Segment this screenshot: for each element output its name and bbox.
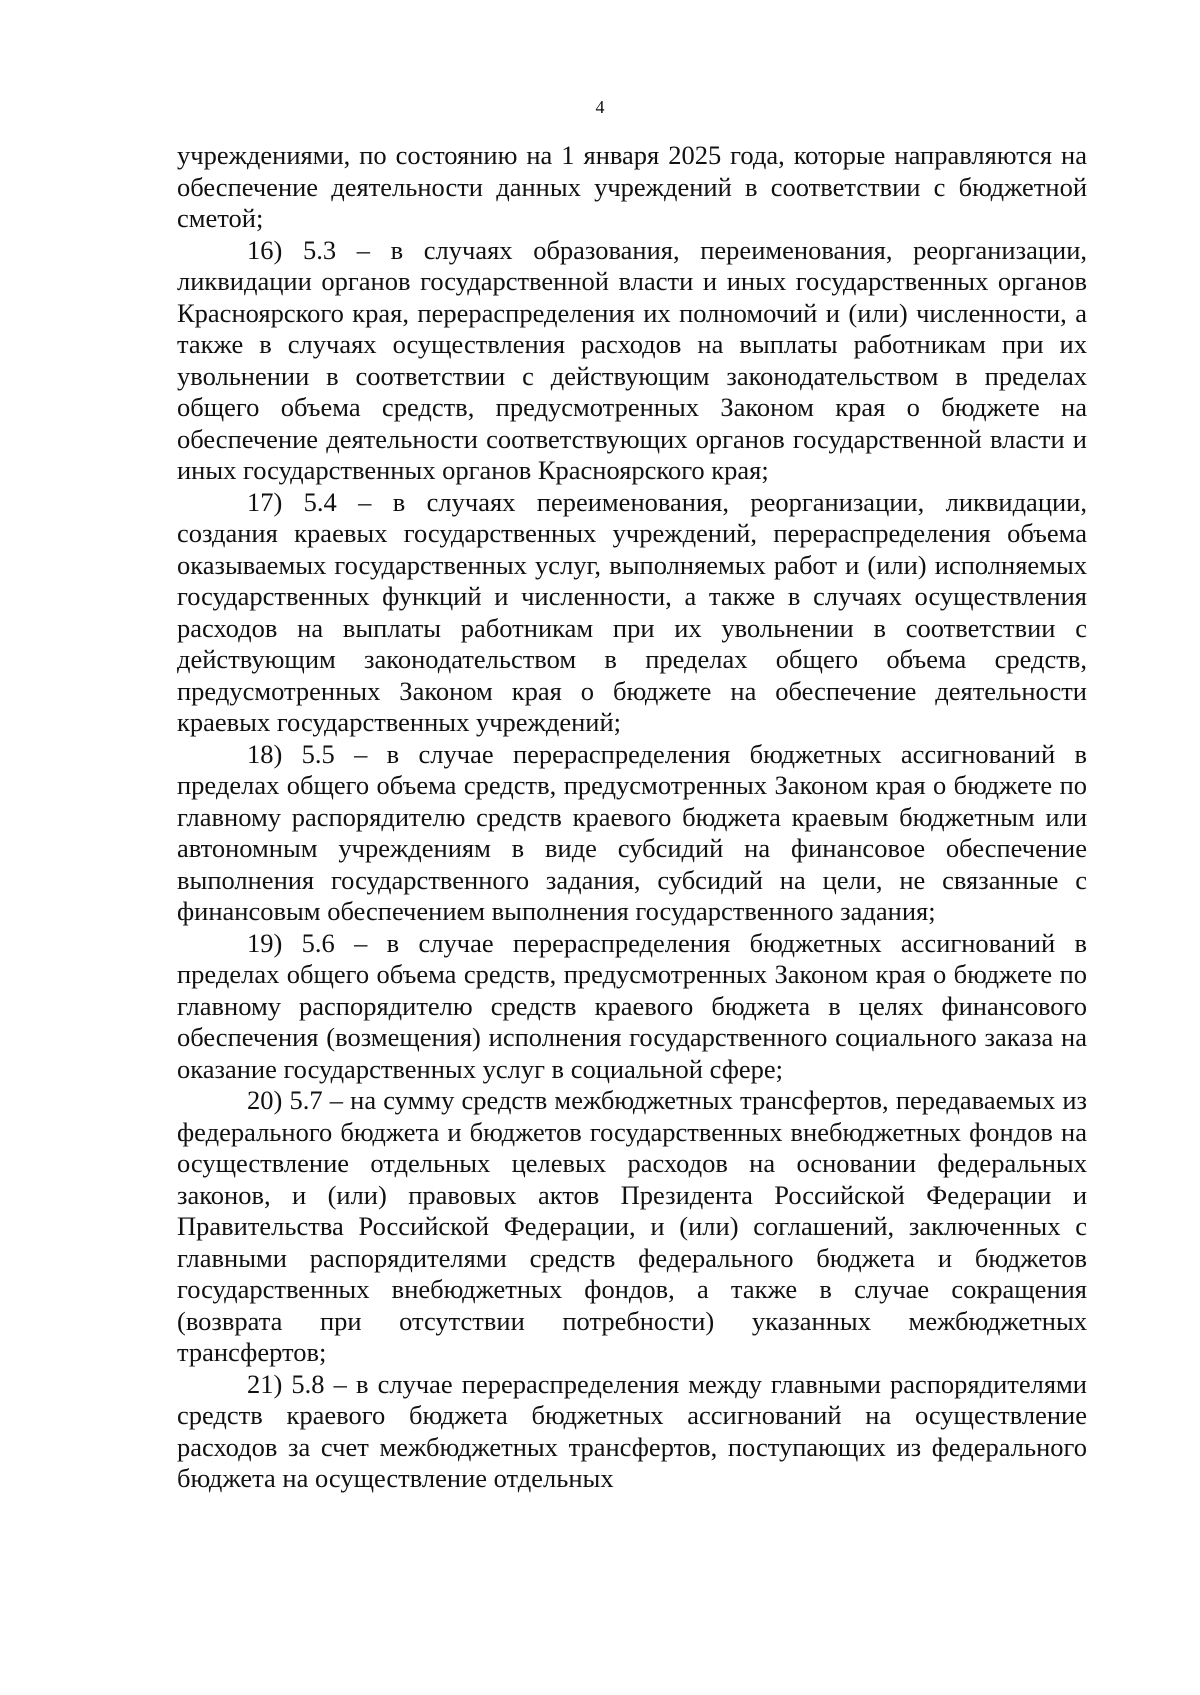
paragraph-item-20: 20) 5.7 – на сумму средств межбюджетных трансфертов, передаваемых из федерального бюджета и бюджетов государственных внебюджетных фондов на осуществление отдельных целевых расходов на основании федеральных законов, и (или) правовых актов Президента Российской Федерации и Правительства Российской Федерации, и (или) соглашений, заключенных с главными распорядителями средств федерального бюджета и бюджетов государственных внебюджетных фондов, а также в случае сокращения (возврата при отсутствии потребности) указанных межбюджетных трансфертов; — [177, 1085, 1087, 1367]
paragraph-item-21: 21) 5.8 – в случае перераспределения между главными распорядителями средств краевого бюджета бюджетных ассигнований на осуществление расходов за счет межбюджетных трансфертов, поступающих из федерального бюджета на осуществление отдельных — [177, 1368, 1087, 1493]
page-number: 4 — [595, 97, 605, 117]
paragraph-item-16: 16) 5.3 – в случаях образования, переименования, реорганизации, ликвидации органов государственной власти и иных государственных органов Красноярского края, перераспределения их полномочий и (или) численности, а также в случаях осуществления расходов на выплаты работникам при их увольнении в соответствии с действующим законодательством в пределах общего объема средств, предусмотренных Законом края о бюджете на обеспечение деятельности соответствующих органов государственной власти и иных государственных органов Красноярского края; — [177, 234, 1087, 485]
paragraph-item-17: 17) 5.4 – в случаях переименования, реорганизации, ликвидации, создания краевых государственных учреждений, перераспределения объема оказываемых государственных услуг, выполняемых работ и (или) исполняемых государственных функций и численности, а также в случаях осуществления расходов на выплаты работникам при их увольнении в соответствии с действующим законодательством в пределах общего объема средств, предусмотренных Законом края о бюджете на обеспечение деятельности краевых государственных учреждений; — [177, 486, 1087, 737]
paragraph-item-19: 19) 5.6 – в случае перераспределения бюджетных ассигнований в пределах общего объема средств, предусмотренных Законом края о бюджете по главному распорядителю средств краевого бюджета в целях финансового обеспечения (возмещения) исполнения государственного социального заказа на оказание государственных услуг в социальной сфере; — [177, 927, 1087, 1084]
document-body — [177, 140, 1087, 1495]
paragraph-item-18: 18) 5.5 – в случае перераспределения бюджетных ассигнований в пределах общего объема средств, предусмотренных Законом края о бюджете по главному распорядителю средств краевого бюджета краевым бюджетным или автономным учреждениям в виде субсидий на финансовое обеспечение выполнения государственного задания, субсидий на цели, не связанные с финансовым обеспечением выполнения государственного задания; — [177, 738, 1087, 926]
paragraph-continuation: учреждениями, по состоянию на 1 января 2025 года, которые направляются на обеспечение деятельности данных учреждений в соответствии с бюджетной сметой; — [177, 140, 1087, 233]
